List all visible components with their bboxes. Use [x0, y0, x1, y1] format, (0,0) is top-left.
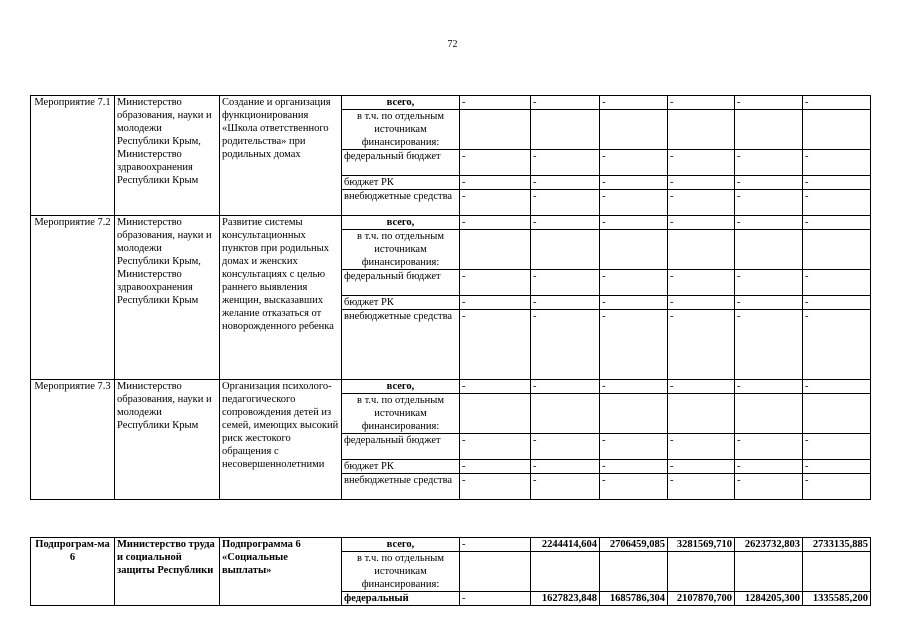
funding-value: -: [600, 150, 668, 176]
funding-value: 2623732,803: [735, 538, 803, 552]
funding-value: [460, 110, 531, 150]
funding-source: внебюджетные средства: [342, 474, 460, 500]
funding-value: -: [668, 150, 735, 176]
funding-value: 2706459,085: [600, 538, 668, 552]
funding-value: -: [460, 270, 531, 296]
funding-value: -: [531, 460, 600, 474]
measure-executor: Министерство образования, науки и молодежи Республики Крым, Министерство здравоохранения Республики Крым: [115, 96, 220, 216]
funding-value: -: [668, 176, 735, 190]
funding-value: -: [668, 270, 735, 296]
funding-value: [460, 394, 531, 434]
funding-value: -: [600, 270, 668, 296]
funding-value: -: [460, 538, 531, 552]
funding-value: -: [735, 310, 803, 380]
measure-code: Мероприятие 7.2: [31, 216, 115, 380]
funding-value: -: [735, 270, 803, 296]
measure-name: Создание и организация функционирования «Школа ответственного родительства» при родильных домах: [220, 96, 342, 216]
page-number: 72: [447, 39, 458, 50]
funding-value: -: [803, 310, 871, 380]
funding-value: -: [803, 474, 871, 500]
funding-value: -: [460, 176, 531, 190]
measure-code: Мероприятие 7.1: [31, 96, 115, 216]
funding-value: [803, 110, 871, 150]
funding-value: -: [460, 460, 531, 474]
funding-value: -: [803, 190, 871, 216]
funding-value: -: [460, 150, 531, 176]
funding-value: -: [600, 460, 668, 474]
funding-source: всего,: [342, 538, 460, 552]
funding-value: -: [531, 176, 600, 190]
funding-value: -: [735, 96, 803, 110]
table-row: [31, 96, 871, 110]
funding-source: в т.ч. по отдельным источникам финансирования:: [342, 394, 460, 434]
funding-value: -: [735, 460, 803, 474]
funding-value: -: [668, 380, 735, 394]
funding-value: [531, 394, 600, 434]
funding-value: -: [531, 296, 600, 310]
funding-value: -: [460, 216, 531, 230]
measure-executor: Министерство образования, науки и молодежи Республики Крым, Министерство здравоохранения Республики Крым: [115, 216, 220, 380]
funding-value: [735, 394, 803, 434]
subprogram-name: Подпрограмма 6 «Социальные выплаты»: [220, 538, 342, 606]
funding-value: -: [600, 296, 668, 310]
funding-value: -: [531, 190, 600, 216]
funding-value: [600, 110, 668, 150]
funding-value: [531, 552, 600, 592]
funding-value: -: [668, 474, 735, 500]
funding-value: -: [460, 296, 531, 310]
funding-value: [803, 552, 871, 592]
funding-value: [531, 110, 600, 150]
funding-source: федеральный бюджет: [342, 434, 460, 460]
funding-value: 2244414,604: [531, 538, 600, 552]
funding-value: 1284205,300: [735, 592, 803, 606]
funding-value: -: [460, 434, 531, 460]
funding-value: -: [735, 176, 803, 190]
measure-name: Развитие системы консультационных пунктов при родильных домах и женских консультациях с целью раннего выявления женщин, высказавших желание отказаться от новорожденного ребенка: [220, 216, 342, 380]
funding-source: федеральный бюджет: [342, 150, 460, 176]
funding-value: -: [531, 434, 600, 460]
funding-value: -: [531, 216, 600, 230]
funding-source: в т.ч. по отдельным источникам финансирования:: [342, 230, 460, 270]
funding-value: -: [600, 380, 668, 394]
funding-value: -: [668, 434, 735, 460]
funding-value: -: [803, 460, 871, 474]
measure-name: Организация психолого-педагогического сопровождения детей из семей, имеющих высокий риск жестокого обращения с несовершеннолетними: [220, 380, 342, 500]
funding-value: -: [600, 190, 668, 216]
funding-value: -: [735, 474, 803, 500]
table-row: [31, 538, 871, 552]
funding-value: -: [531, 96, 600, 110]
funding-value: -: [668, 296, 735, 310]
funding-value: -: [668, 216, 735, 230]
table-row: [31, 216, 871, 230]
funding-value: -: [460, 592, 531, 606]
subprogram-table: [30, 537, 871, 606]
funding-value: -: [668, 190, 735, 216]
funding-value: 3281569,710: [668, 538, 735, 552]
funding-value: [668, 230, 735, 270]
funding-value: 2733135,885: [803, 538, 871, 552]
funding-value: -: [668, 310, 735, 380]
funding-source: внебюджетные средства: [342, 190, 460, 216]
funding-value: -: [600, 96, 668, 110]
funding-value: [803, 394, 871, 434]
funding-value: 1685786,304: [600, 592, 668, 606]
funding-value: -: [803, 434, 871, 460]
funding-value: [735, 230, 803, 270]
funding-value: -: [531, 150, 600, 176]
funding-value: -: [460, 190, 531, 216]
funding-value: -: [531, 474, 600, 500]
funding-value: -: [668, 460, 735, 474]
funding-value: -: [600, 176, 668, 190]
funding-value: [735, 110, 803, 150]
funding-source: бюджет РК: [342, 460, 460, 474]
funding-value: -: [531, 270, 600, 296]
funding-source: федеральный бюджет: [342, 270, 460, 296]
funding-value: -: [735, 296, 803, 310]
funding-source: внебюджетные средства: [342, 310, 460, 380]
funding-source: бюджет РК: [342, 176, 460, 190]
funding-value: -: [803, 270, 871, 296]
funding-value: -: [600, 474, 668, 500]
funding-value: -: [803, 176, 871, 190]
funding-value: 1627823,848: [531, 592, 600, 606]
funding-value: [600, 230, 668, 270]
funding-value: -: [735, 190, 803, 216]
funding-value: [531, 230, 600, 270]
funding-value: 2107870,700: [668, 592, 735, 606]
funding-value: [600, 394, 668, 434]
funding-source: бюджет РК: [342, 296, 460, 310]
measures-table: [30, 95, 871, 500]
funding-value: 1335585,200: [803, 592, 871, 606]
measure-executor: Министерство образования, науки и молодежи Республики Крым: [115, 380, 220, 500]
funding-value: -: [803, 216, 871, 230]
funding-value: -: [531, 380, 600, 394]
funding-value: -: [460, 380, 531, 394]
funding-value: [668, 552, 735, 592]
funding-source: в т.ч. по отдельным источникам финансирования:: [342, 110, 460, 150]
funding-value: -: [600, 434, 668, 460]
funding-value: -: [803, 296, 871, 310]
funding-value: [735, 552, 803, 592]
funding-value: -: [735, 380, 803, 394]
funding-value: [668, 110, 735, 150]
funding-source: всего,: [342, 96, 460, 110]
subprogram-executor: Министерство труда и социальной защиты Республики: [115, 538, 220, 606]
subprogram-code: Подпрограм-ма 6: [31, 538, 115, 606]
measure-code: Мероприятие 7.3: [31, 380, 115, 500]
funding-value: -: [668, 96, 735, 110]
funding-value: -: [735, 216, 803, 230]
funding-value: -: [600, 216, 668, 230]
funding-value: -: [803, 96, 871, 110]
funding-value: [460, 230, 531, 270]
table-row: [31, 380, 871, 394]
funding-value: [460, 552, 531, 592]
funding-value: -: [460, 474, 531, 500]
funding-value: [600, 552, 668, 592]
funding-value: [803, 230, 871, 270]
funding-source: в т.ч. по отдельным источникам финансирования:: [342, 552, 460, 592]
funding-value: -: [460, 96, 531, 110]
funding-value: -: [460, 310, 531, 380]
funding-value: -: [803, 150, 871, 176]
funding-value: -: [803, 380, 871, 394]
funding-value: -: [735, 150, 803, 176]
funding-value: -: [735, 434, 803, 460]
funding-value: -: [600, 310, 668, 380]
funding-source: всего,: [342, 380, 460, 394]
funding-source: федеральный: [342, 592, 460, 606]
funding-value: [668, 394, 735, 434]
funding-value: -: [531, 310, 600, 380]
funding-source: всего,: [342, 216, 460, 230]
